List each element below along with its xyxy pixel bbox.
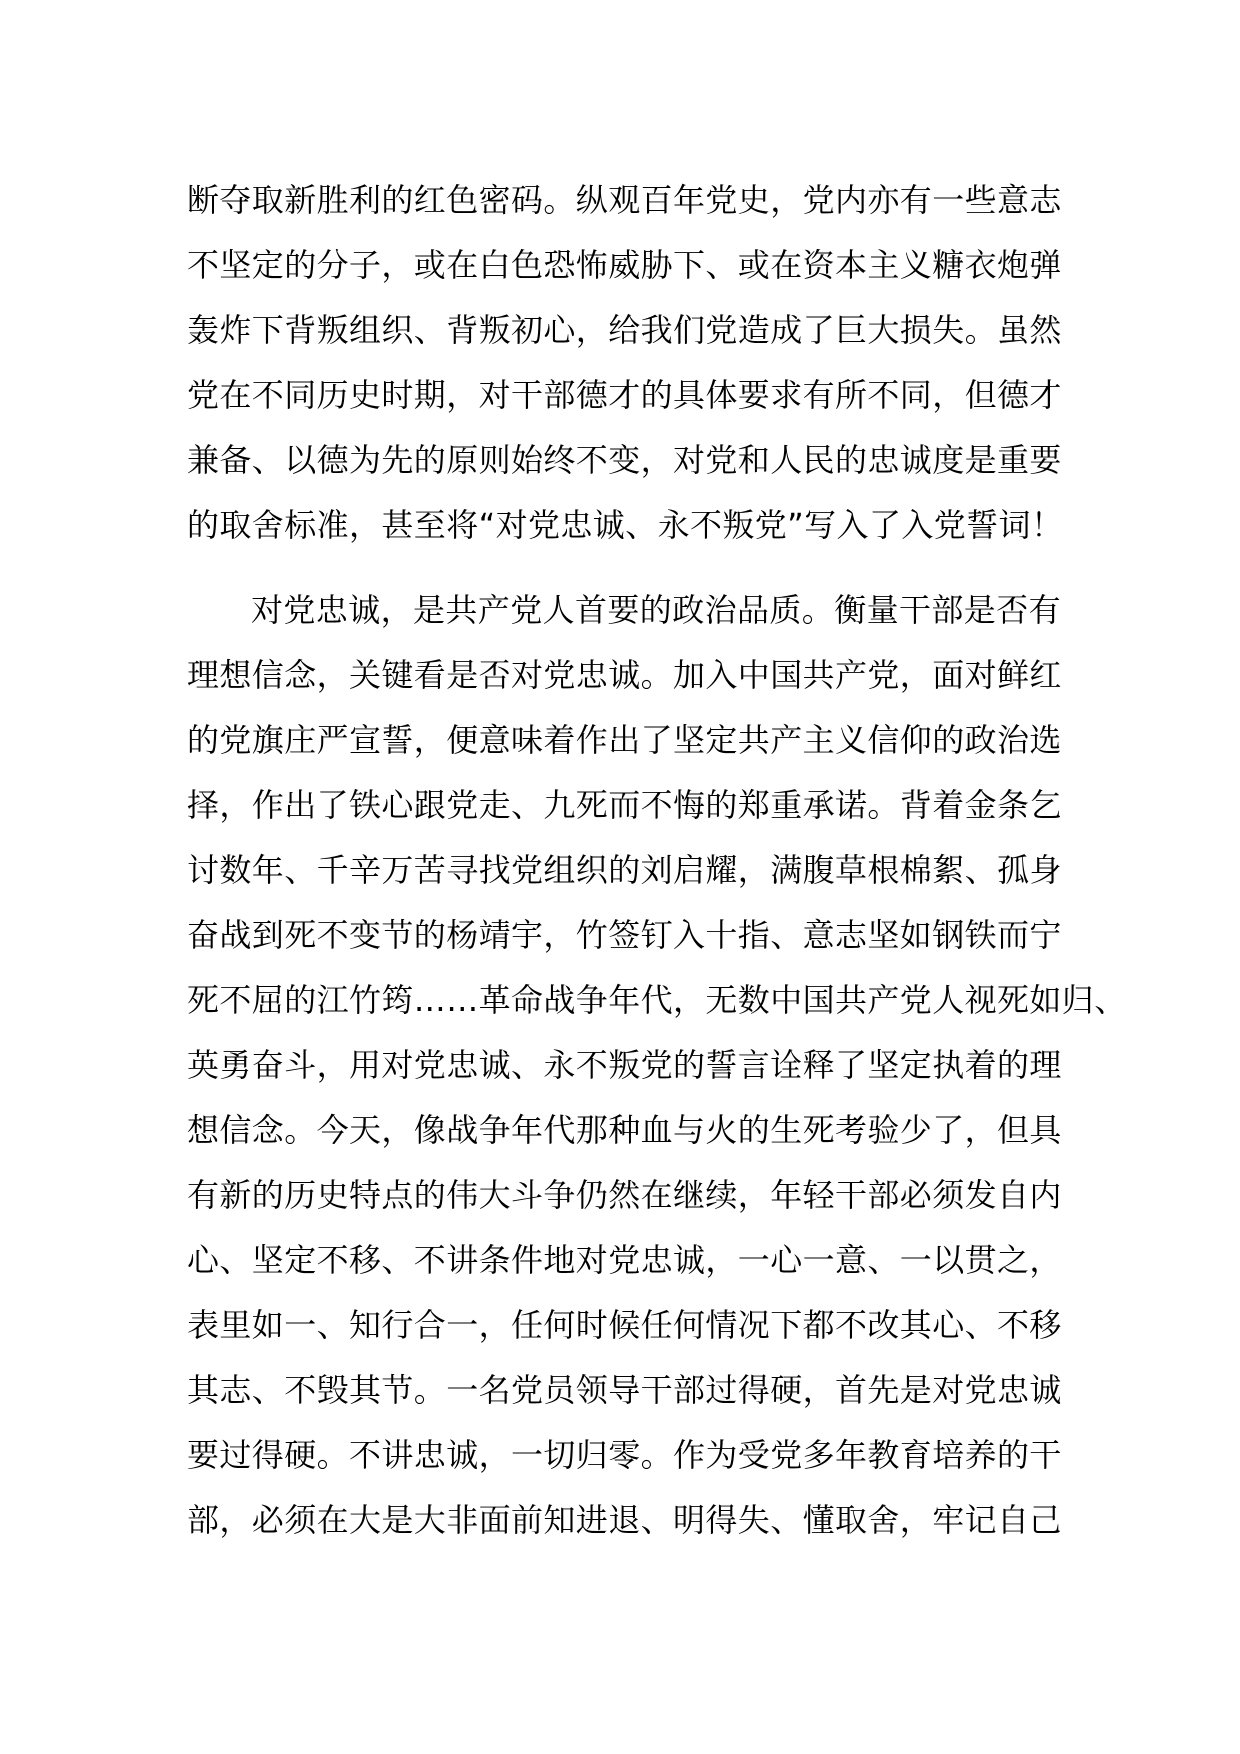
text-line: 讨数年、千辛万苦寻找党组织的刘启耀，满腹草根棉絮、孤身 — [187, 851, 1062, 889]
text-line: 心、坚定不移、不讲条件地对党忠诚，一心一意、一以贯之， — [187, 1241, 1062, 1279]
text-line: 有新的历史特点的伟大斗争仍然在继续，年轻干部必须发自内 — [187, 1176, 1062, 1214]
text-line: 党在不同历史时期，对干部德才的具体要求有所不同，但德才 — [187, 376, 1062, 414]
text-line: 择，作出了铁心跟党走、九死而不悔的郑重承诺。背着金条乞 — [187, 786, 1062, 824]
text-line: 其志、不毁其节。一名党员领导干部过得硬，首先是对党忠诚 — [187, 1371, 1062, 1409]
text-line: 轰炸下背叛组织、背叛初心，给我们党造成了巨大损失。虽然 — [187, 311, 1062, 349]
text-line: 想信念。今天，像战争年代那种血与火的生死考验少了，但具 — [187, 1111, 1062, 1149]
text-line: 理想信念，关键看是否对党忠诚。加入中国共产党，面对鲜红 — [187, 656, 1062, 694]
text-line: 的取舍标准，甚至将“对党忠诚、永不叛党”写入了入党誓词！ — [187, 506, 1064, 544]
paragraph — [187, 578, 1127, 1553]
text-line: 奋战到死不变节的杨靖宇，竹签钉入十指、意志坚如钢铁而宁 — [187, 916, 1062, 954]
text-line: 的党旗庄严宣誓，便意味着作出了坚定共产主义信仰的政治选 — [187, 721, 1062, 759]
paragraph-gap — [187, 558, 1087, 578]
paragraph — [187, 168, 1087, 558]
text-line: 断夺取新胜利的红色密码。纵观百年党史，党内亦有一些意志 — [187, 181, 1062, 219]
text-line: 英勇奋斗，用对党忠诚、永不叛党的誓言诠释了坚定执着的理 — [187, 1046, 1062, 1084]
text-line: 兼备、以德为先的原则始终不变，对党和人民的忠诚度是重要 — [187, 441, 1062, 479]
text-line: 要过得硬。不讲忠诚，一切归零。作为受党多年教育培养的干 — [187, 1436, 1062, 1474]
text-line: 部，必须在大是大非面前知进退、明得失、懂取舍，牢记自己 — [187, 1501, 1062, 1539]
text-line: 死不屈的江竹筠……革命战争年代，无数中国共产党人视死如归、 — [187, 981, 1127, 1019]
text-line: 不坚定的分子，或在白色恐怖威胁下、或在资本主义糖衣炮弹 — [187, 246, 1062, 284]
text-line: 对党忠诚，是共产党人首要的政治品质。衡量干部是否有 — [251, 591, 1062, 629]
text-line: 表里如一、知行合一，任何时候任何情况下都不改其心、不移 — [187, 1306, 1062, 1344]
body-text — [187, 168, 1127, 1553]
